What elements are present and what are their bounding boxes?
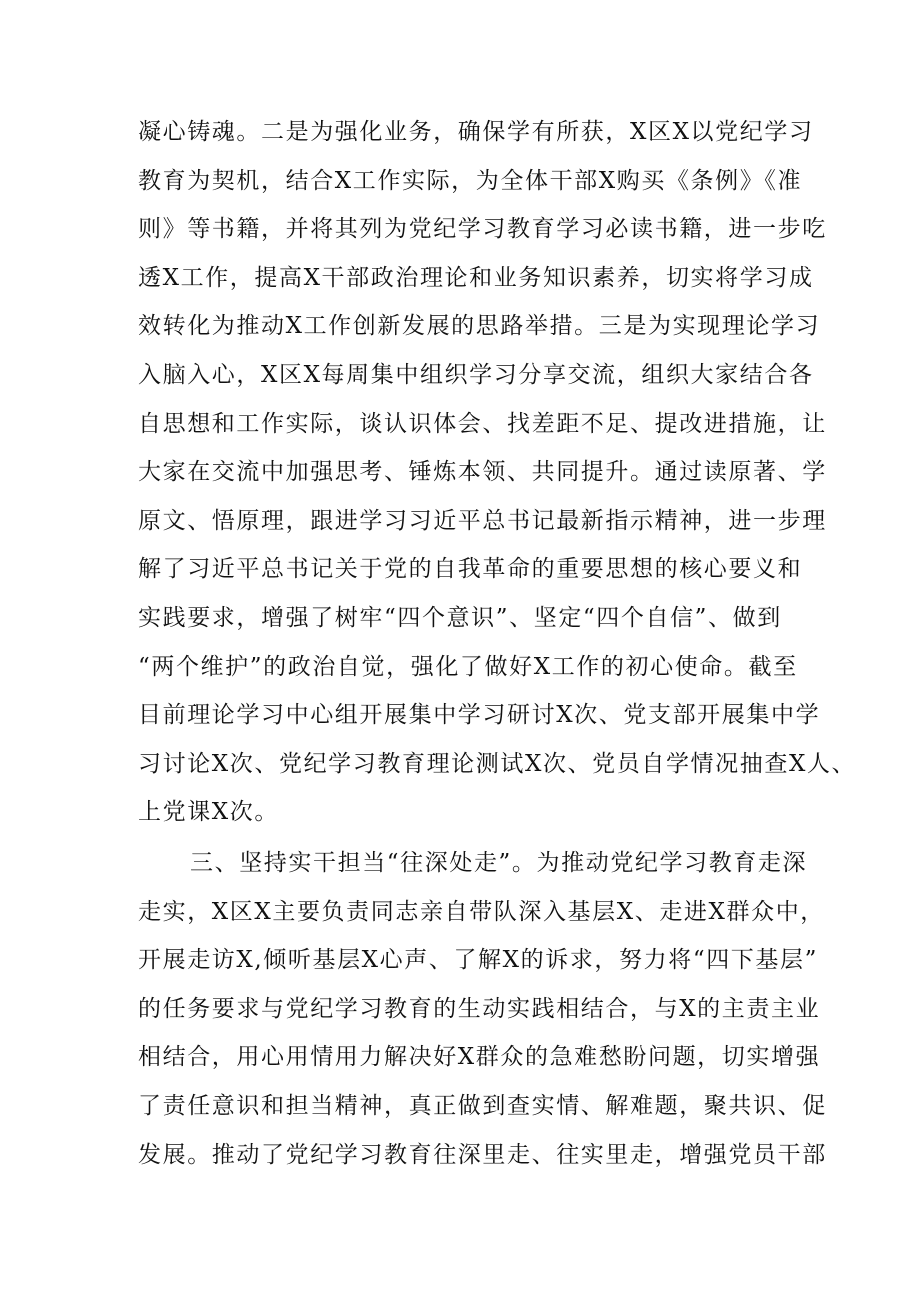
text-line: 实践要求，增强了树牢“四个意识”、坚定“四个自信”、做到 [138, 604, 782, 631]
text-line: 教育为契机，结合X工作实际，为全体干部X购买《条例》《准 [138, 167, 803, 194]
paragraph-section-three [138, 839, 827, 1179]
text-line: 了责任意识和担当精神，真正做到查实情、解难题，聚共识、促 [138, 1092, 827, 1119]
text-line: 习讨论X次、党纪学习教育理论测试X次、党员自学情况抽查X人、 [138, 750, 857, 777]
text-line: 凝心铸魂。二是为强化业务，确保学有所获，X区X以党纪学习 [138, 119, 814, 145]
text-line: 效转化为推动X工作创新发展的思路举措。三是为实现理论学习 [138, 313, 821, 340]
text-line: 的任务要求与党纪学习教育的生动实践相结合，与X的主责主业 [138, 995, 821, 1022]
text-line: 则》等书籍，并将其列为党纪学习教育学习必读书籍，进一步吃 [138, 216, 827, 243]
paragraph-continued-study [138, 108, 857, 837]
text-line: 上党课X次。 [138, 799, 279, 826]
text-line: 相结合，用心用情用力解决好X群众的急难愁盼问题，切实增强 [138, 1044, 821, 1071]
text-line: 透X工作，提高X干部政治理论和业务知识素养，切实将学习成 [138, 264, 814, 291]
text-line: 开展走访X,倾听基层X心声、了解X的诉求，努力将“四下基层” [138, 947, 818, 974]
text-line: 走实，X区X主要负责同志亲自带队深入基层X、走进X群众中， [138, 898, 825, 925]
text-line: 目前理论学习中心组开展集中学习研讨X次、党支部开展集中学 [138, 702, 821, 729]
text-line: 解了习近平总书记关于党的自我革命的重要思想的核心要义和 [138, 556, 803, 583]
text-line: 原文、悟原理，跟进学习习近平总书记最新指示精神，进一步理 [138, 507, 827, 534]
text-line: 大家在交流中加强思考、锤炼本领、共同提升。通过读原著、学 [138, 459, 827, 486]
text-line: 发展。推动了党纪学习教育往深里走、往实里走，增强党员干部 [138, 1141, 827, 1168]
text-line: 自思想和工作实际，谈认识体会、找差距不足、提改进措施，让 [138, 410, 827, 437]
text-line: “两个维护”的政治自觉，强化了做好X工作的初心使命。截至 [138, 653, 798, 680]
text-line: 入脑入心，X区X每周集中组织学习分享交流，组织大家结合各 [138, 361, 814, 388]
section-heading-line: 三、坚持实干担当“往深处走”。为推动党纪学习教育走深 [190, 850, 808, 876]
